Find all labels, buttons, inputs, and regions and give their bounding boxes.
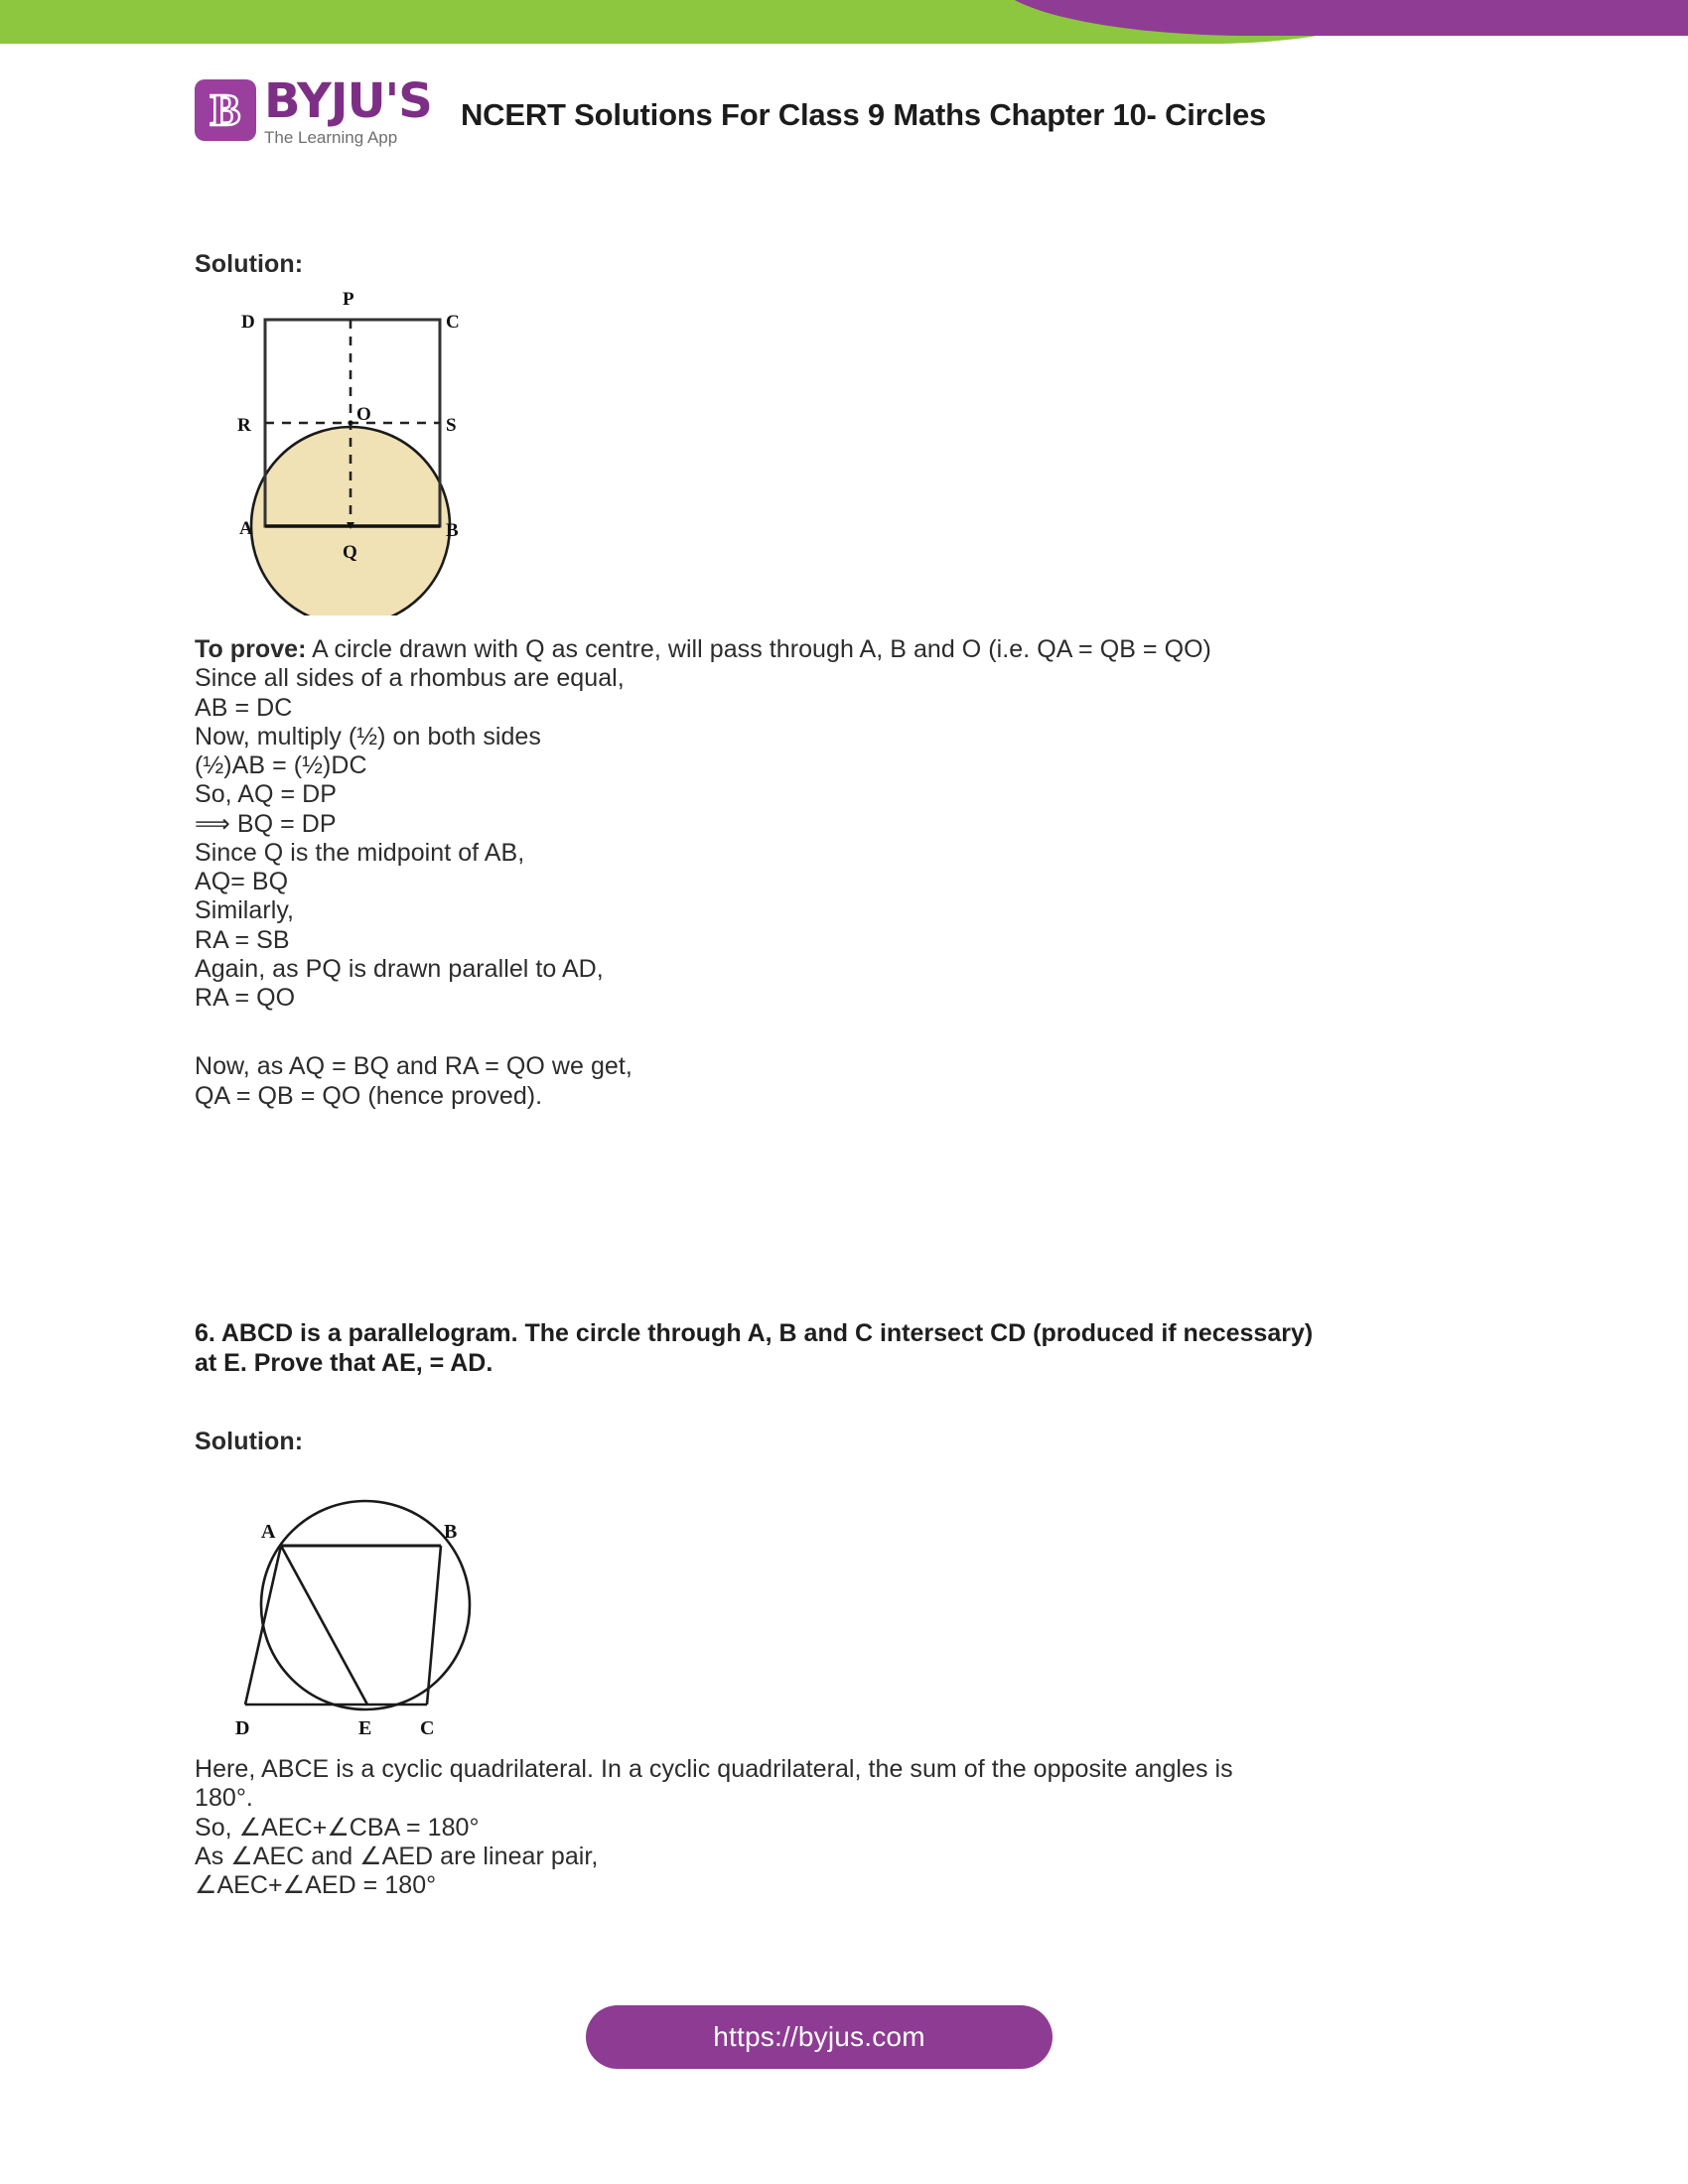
proof-line: Since all sides of a rhombus are equal, xyxy=(195,664,625,693)
logo-clip-mask xyxy=(441,71,455,157)
proof-line: QA = QB = QO (hence proved). xyxy=(195,1081,543,1110)
proof-text-block-1 xyxy=(195,635,1505,1111)
proof-line: RA = SB xyxy=(195,925,290,954)
conclusion-line: So, ∠AEC+∠CBA = 180° xyxy=(195,1813,480,1842)
byjus-logo-mark-icon xyxy=(195,79,256,141)
svg-text:R: R xyxy=(237,415,251,436)
solution-label-1: Solution: xyxy=(195,250,304,278)
proof-line xyxy=(195,635,1505,664)
proof-line: Again, as PQ is drawn parallel to AD, xyxy=(195,954,604,983)
proof-line: So, AQ = DP xyxy=(195,780,337,809)
proof-line: RA = QO xyxy=(195,984,296,1012)
figure-2-svg xyxy=(223,1484,541,1777)
to-prove-label: To prove: xyxy=(195,635,307,663)
top-decoration xyxy=(0,0,1688,69)
proof-line: AQ= BQ xyxy=(195,868,289,895)
solution-label-2: Solution: xyxy=(195,1428,304,1455)
byjus-logo[interactable] xyxy=(195,73,455,153)
page-header xyxy=(195,73,1267,153)
proof-line-text: A circle drawn with Q as centre, will pass through A, B and O (i.e. QA = QB = QO) xyxy=(306,635,1211,663)
conclusion-line: ∠AEC+∠AED = 180° xyxy=(195,1871,437,1899)
logo-tagline: The Learning App xyxy=(264,127,398,147)
svg-text:D: D xyxy=(235,1717,250,1739)
question-6-block xyxy=(195,1318,1505,1378)
proof-line: Now, as AQ = BQ and RA = QO we get, xyxy=(195,1052,633,1081)
svg-text:A: A xyxy=(239,518,253,539)
svg-text:B: B xyxy=(444,1521,458,1543)
proof-line-spacer xyxy=(195,1013,1505,1052)
proof-line: AB = DC xyxy=(195,693,293,722)
proof-line: Since Q is the midpoint of AB, xyxy=(195,838,525,867)
svg-text:O: O xyxy=(356,404,371,425)
svg-text:D: D xyxy=(241,312,255,333)
question-6-line-2: at E. Prove that AE, = AD. xyxy=(195,1349,493,1377)
proof-line: Now, multiply (½) on both sides xyxy=(195,722,541,751)
svg-text:A: A xyxy=(261,1521,276,1543)
proof-line: Similarly, xyxy=(195,896,295,925)
figure-cyclic-quadrilateral xyxy=(223,1484,541,1777)
svg-text:P: P xyxy=(343,289,354,310)
proof-line: (½)AB = (½)DC xyxy=(195,751,367,779)
svg-text:B: B xyxy=(446,520,459,541)
conclusion-line: Here, ABCE is a cyclic quadrilateral. In a cyclic quadrilateral, the sum of the opposite angles is xyxy=(195,1755,1233,1783)
figure-1-svg xyxy=(223,288,541,615)
question-6-line-1: 6. ABCD is a parallelogram. The circle through A, B and C intersect CD (produced if necessary) xyxy=(195,1319,1314,1347)
proof-text-block-2 xyxy=(195,1755,1505,1900)
byjus-url-label: https://byjus.com xyxy=(713,2021,925,2052)
figure-rhombus-inscribed-circle xyxy=(223,288,541,615)
svg-text:C: C xyxy=(446,312,460,333)
svg-text:E: E xyxy=(358,1717,372,1739)
svg-text:C: C xyxy=(420,1717,435,1739)
byjus-url-button[interactable] xyxy=(586,2005,1053,2069)
conclusion-line: 180°. xyxy=(195,1784,253,1813)
svg-text:S: S xyxy=(446,415,457,436)
conclusion-line: As ∠AEC and ∠AED are linear pair, xyxy=(195,1842,599,1870)
logo-wordmark: BYJU'S xyxy=(264,73,432,129)
proof-line: ⟹ BQ = DP xyxy=(195,809,337,838)
svg-text:Q: Q xyxy=(343,542,357,563)
page-title: NCERT Solutions For Class 9 Maths Chapter 10- Circles xyxy=(461,97,1267,132)
logo-letter: B xyxy=(210,84,241,135)
